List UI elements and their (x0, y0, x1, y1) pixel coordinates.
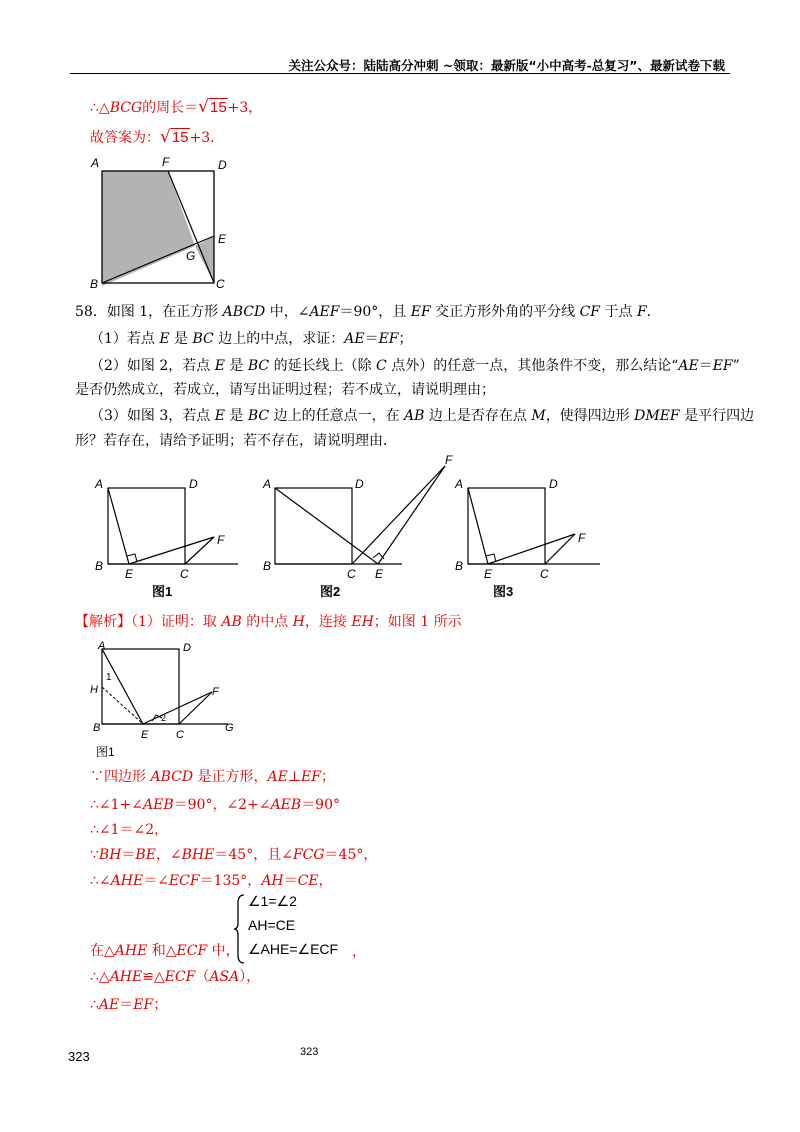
text-run: CF (579, 304, 601, 320)
text-run: BC (192, 331, 214, 347)
problem-stem: 58．如图 1，在正方形 ABCD 中，∠AEF＝90°，且 EF 交正方形外角的平分线 CF 于点 F． (75, 304, 661, 320)
svg-text:B: B (263, 559, 272, 573)
text-run: ＝45°， (324, 847, 378, 863)
text-run: AEF (309, 304, 340, 320)
header-rule (70, 73, 730, 74)
text-run: ； (320, 769, 335, 785)
text-run: AH (261, 873, 284, 889)
text-run: ∴∠1＝∠2， (90, 822, 169, 838)
label-c: C (216, 277, 225, 291)
brace-row-2: AH=CE (248, 917, 296, 933)
text-run: 是否仍然成立，若成立，请写出证明过程；若不成立，请说明理由； (75, 382, 495, 398)
sqrt-15: √15 (198, 97, 227, 117)
shaded-quadrilateral (102, 171, 195, 286)
text-run: ASA (209, 969, 240, 985)
text-run: ECF (168, 873, 200, 889)
text-run: F (636, 304, 647, 320)
text-run: （1）若点 (90, 331, 160, 347)
text-run: ECF (176, 943, 208, 959)
text-run: BHE (181, 847, 215, 863)
text-run: AEB (270, 797, 302, 813)
svg-text:D: D (549, 477, 558, 491)
text-run: E (214, 408, 225, 424)
text-run: ； (153, 997, 168, 1013)
text-run: 是 (224, 358, 248, 374)
text-run: AEB (143, 797, 174, 813)
text-run: ECF (164, 969, 196, 985)
text-run: ＝ (119, 997, 134, 1013)
step-5 (90, 871, 333, 891)
text-run: ∴∠ (90, 873, 111, 889)
solution-intro (75, 612, 462, 632)
text-run: ； (398, 331, 413, 347)
text-run: C (376, 358, 387, 374)
text-run: BH (98, 847, 122, 863)
label-g: G (186, 249, 196, 263)
answer-line: 故答案为：√15+3． (90, 127, 225, 147)
label-e: E (218, 232, 227, 246)
svg-text:F: F (217, 533, 225, 547)
text-run: 边上是否存在点 (424, 408, 532, 424)
text-run: AE (98, 997, 120, 1013)
caption-fig3: 图3 (493, 584, 514, 599)
text-run: ABCD (150, 769, 194, 785)
text-run: 是 (224, 408, 248, 424)
text-run: ，连接 (304, 614, 352, 630)
text-run: 中，∠ (265, 304, 310, 320)
caption-fig2: 图2 (320, 584, 341, 599)
text-run: EF (712, 358, 733, 374)
svg-text:C: C (176, 729, 184, 741)
text-run: ＝∠ (143, 873, 169, 889)
text-run: （1）证明：取 (131, 614, 222, 630)
question-1 (90, 329, 413, 349)
text-run: ＝ (364, 331, 379, 347)
svg-text:F: F (578, 531, 586, 545)
text-run: （2）如图 2，若点 (90, 358, 215, 374)
text-run: ∴∠1+∠ (90, 797, 144, 813)
problem-figures (90, 453, 730, 610)
text-run: ＝ (698, 358, 713, 374)
text-run: ）， (239, 969, 261, 985)
text-run: 边上的中点，求证： (213, 331, 345, 347)
text-run: BC (247, 358, 270, 374)
figure-1 (94, 477, 238, 599)
svg-text:D: D (355, 477, 364, 491)
text-run: 在△ (90, 943, 115, 959)
svg-text:B: B (455, 559, 464, 573)
text-run: ∵ (90, 847, 99, 863)
text-run: 如图 1，在正方形 (106, 304, 223, 320)
label-a: A (91, 156, 100, 170)
svg-text:E: E (375, 567, 384, 581)
text-run: 边上的任意点一，在 (269, 408, 405, 424)
label-d: D (218, 158, 227, 172)
text-run: 是正方形， (193, 769, 268, 785)
svg-text:A: A (98, 640, 106, 652)
svg-text:G: G (225, 722, 234, 734)
text-run: ∴△ (90, 969, 110, 985)
text-run: ． (646, 304, 661, 320)
page-header: 关注公众号：陆陆高分冲刺 ~领取：最新版“小中高考-总复习”、最新试卷下载 (288, 58, 725, 73)
brace-tail: ， (352, 944, 366, 960)
text-run: M (531, 408, 546, 424)
brace-system (232, 893, 372, 965)
text-run: ＝90° (301, 797, 341, 813)
svg-text:C: C (540, 567, 549, 581)
question-3-cont (75, 431, 397, 451)
text-run: ” (732, 358, 740, 374)
page-number-left: 323 (68, 1049, 90, 1064)
text-run: BE (135, 847, 156, 863)
svg-text:D: D (183, 642, 191, 654)
solution-tag: 【解析】 (75, 614, 131, 630)
text-run: BC (247, 408, 270, 424)
text-run: 是 (169, 331, 193, 347)
text-run: （3）如图 3，若点 (90, 408, 215, 424)
svg-text:C: C (180, 567, 189, 581)
text-run: ；如图 1 所示 (373, 614, 462, 630)
svg-text:D: D (189, 477, 198, 491)
svg-text:A: A (263, 477, 272, 491)
text-run: ABCD (222, 304, 266, 320)
text-run: 交正方形外角的平分线 (430, 304, 580, 320)
text-run: AE (267, 769, 288, 785)
figure-3 (454, 477, 600, 599)
text-run: EF (301, 769, 321, 785)
text-run: ，∠ (155, 847, 182, 863)
solution-figure (88, 635, 248, 760)
text-run: 的延长线上（除 (269, 358, 377, 374)
text-run: 中， (207, 943, 240, 959)
text-run: AHE (110, 873, 144, 889)
text-run: 是平行四边 (679, 408, 755, 424)
question-3 (90, 406, 754, 426)
text-run: FCG (292, 847, 325, 863)
text-run: AHE (109, 969, 143, 985)
page-number-center: 323 (300, 1046, 319, 1058)
text-run: ，使得四边形 (545, 408, 635, 424)
text-run: CE (297, 873, 319, 889)
svg-text:E: E (141, 729, 149, 741)
step-4 (90, 845, 377, 865)
text-run: ∴ (90, 997, 99, 1013)
text-run: AB (404, 408, 425, 424)
text-run: EF (378, 331, 399, 347)
question-2 (90, 356, 740, 376)
text-run: ＝ (283, 873, 298, 889)
text-run: ＝45°，且∠ (214, 847, 293, 863)
brace-row-3: ∠AHE=∠ECF (248, 941, 339, 957)
step-2 (90, 795, 340, 815)
svg-text:B: B (95, 559, 104, 573)
square-shaded-figure (88, 150, 238, 290)
sqrt-15-answer: √15 (160, 127, 189, 147)
svg-text:F: F (212, 686, 219, 698)
svg-text:E: E (125, 567, 134, 581)
svg-text:E: E (484, 567, 493, 581)
svg-text:H: H (90, 684, 98, 696)
caption-solution-fig1: 图1 (96, 745, 115, 759)
question-2-cont (75, 380, 495, 400)
svg-text:2: 2 (161, 713, 167, 723)
text-run: 点外）的任意一点，其他条件不变，那么结论“ (386, 358, 679, 374)
text-run: DMEF (634, 408, 680, 424)
text-run: ≌△ (142, 969, 165, 985)
text-run: E (159, 331, 170, 347)
text-run: AE (678, 358, 699, 374)
text-run: 形？若存在，请给予证明；若不存在，请说明理由． (75, 433, 397, 449)
perimeter-line: ∴△BCG的周长＝√15+3， (90, 97, 263, 117)
text-run: ＝135°， (199, 873, 262, 889)
step-3 (90, 820, 168, 840)
text-run: H (292, 614, 305, 630)
svg-text:A: A (95, 477, 104, 491)
text-run: ＝90°，且 (339, 304, 411, 320)
text-run: EH (351, 614, 374, 630)
text-run: 的中点 (241, 614, 293, 630)
svg-text:F: F (445, 453, 453, 467)
text-run: EF (410, 304, 431, 320)
caption-fig1: 图1 (152, 584, 173, 599)
label-b: B (90, 277, 99, 291)
text-run: （ (195, 969, 210, 985)
text-run: ∵四边形 (90, 769, 151, 785)
text-run: ＝90°，∠2+∠ (173, 797, 271, 813)
text-run: AB (221, 614, 242, 630)
svg-text:A: A (455, 477, 464, 491)
text-run: AHE (114, 943, 148, 959)
congruent-line (90, 967, 260, 987)
svg-text:1: 1 (106, 672, 112, 683)
text-run: ＝ (121, 847, 136, 863)
text-run: E (214, 358, 225, 374)
text-run: AE (344, 331, 365, 347)
text-run: ⊥ (287, 769, 302, 785)
figure-2 (262, 453, 453, 599)
svg-text:C: C (347, 567, 356, 581)
text-run: 和△ (147, 943, 177, 959)
conclusion-line (90, 995, 167, 1015)
brace-row-1: ∠1=∠2 (248, 893, 297, 909)
text-run: 于点 (600, 304, 637, 320)
svg-text:B: B (93, 722, 101, 734)
text-run: EF (133, 997, 154, 1013)
text-run: ， (318, 873, 333, 889)
label-f: F (162, 155, 170, 169)
in-triangles-line (90, 941, 240, 961)
step-1 (90, 767, 335, 787)
